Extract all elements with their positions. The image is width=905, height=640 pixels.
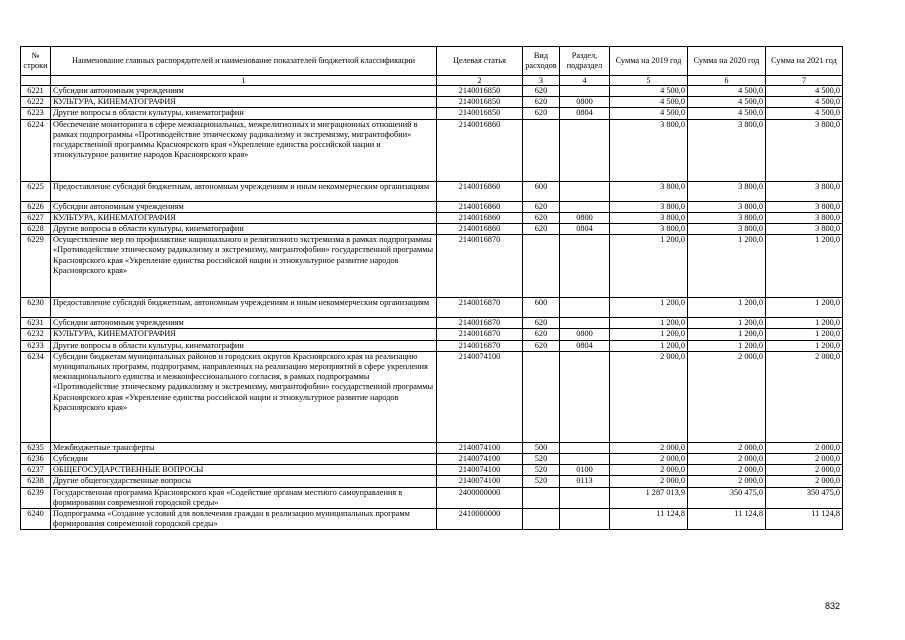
row-section: 0800 xyxy=(560,212,610,223)
row-sum-2020: 2 000,0 xyxy=(688,351,766,442)
row-target-article: 2140016860 xyxy=(437,212,523,223)
row-name: Субсидии автономным учреждениям xyxy=(51,318,437,329)
row-sum-2020: 2 000,0 xyxy=(688,442,766,453)
table-row xyxy=(21,97,843,108)
row-target-article: 2140074100 xyxy=(437,351,523,442)
row-name: КУЛЬТУРА, КИНЕМАТОГРАФИЯ xyxy=(51,212,437,223)
row-sum-2020: 2 000,0 xyxy=(688,454,766,465)
row-target-article: 2140074100 xyxy=(437,465,523,476)
row-target-article: 2140074100 xyxy=(437,476,523,487)
row-name: Другие вопросы в области культуры, кинематографии xyxy=(51,108,437,119)
table-row xyxy=(21,224,843,235)
row-name: КУЛЬТУРА, КИНЕМАТОГРАФИЯ xyxy=(51,97,437,108)
row-sum-2019: 2 000,0 xyxy=(610,442,688,453)
column-number: 6 xyxy=(688,76,766,86)
row-section: 0804 xyxy=(560,340,610,351)
header-row-number: № строки xyxy=(21,47,51,76)
row-sum-2019: 1 200,0 xyxy=(610,340,688,351)
row-target-article: 2140016850 xyxy=(437,108,523,119)
row-section xyxy=(560,181,610,201)
row-sum-2021: 3 800,0 xyxy=(766,119,843,181)
row-number: 6228 xyxy=(21,224,51,235)
row-section xyxy=(560,235,610,298)
row-name: КУЛЬТУРА, КИНЕМАТОГРАФИЯ xyxy=(51,329,437,340)
row-sum-2021: 2 000,0 xyxy=(766,442,843,453)
row-sum-2019: 2 000,0 xyxy=(610,465,688,476)
row-sum-2021: 2 000,0 xyxy=(766,454,843,465)
table-row xyxy=(21,212,843,223)
row-number: 6238 xyxy=(21,476,51,487)
row-target-article: 2140016870 xyxy=(437,318,523,329)
row-expense-type: 620 xyxy=(523,86,560,97)
row-number: 6223 xyxy=(21,108,51,119)
row-name: Другие вопросы в области культуры, кинематографии xyxy=(51,340,437,351)
row-number: 6229 xyxy=(21,235,51,298)
row-expense-type: 620 xyxy=(523,329,560,340)
row-section xyxy=(560,487,610,508)
column-number: 4 xyxy=(560,76,610,86)
row-sum-2019: 4 500,0 xyxy=(610,97,688,108)
table-row xyxy=(21,476,843,487)
header-sum-2020: Сумма на 2020 год xyxy=(688,47,766,76)
row-section xyxy=(560,119,610,181)
row-sum-2019: 2 000,0 xyxy=(610,454,688,465)
row-number: 6237 xyxy=(21,465,51,476)
row-number: 6233 xyxy=(21,340,51,351)
row-expense-type: 520 xyxy=(523,465,560,476)
row-sum-2019: 1 200,0 xyxy=(610,298,688,318)
row-section: 0800 xyxy=(560,97,610,108)
row-target-article: 2140016860 xyxy=(437,224,523,235)
row-sum-2021: 1 200,0 xyxy=(766,318,843,329)
row-expense-type xyxy=(523,119,560,181)
row-sum-2020: 3 800,0 xyxy=(688,224,766,235)
row-sum-2019: 2 000,0 xyxy=(610,351,688,442)
row-sum-2020: 3 800,0 xyxy=(688,181,766,201)
row-number: 6225 xyxy=(21,181,51,201)
row-sum-2020: 2 000,0 xyxy=(688,465,766,476)
row-sum-2019: 1 287 013,9 xyxy=(610,487,688,508)
row-target-article: 2140016870 xyxy=(437,298,523,318)
row-target-article: 2410000000 xyxy=(437,509,523,530)
row-name: Осуществление мер по профилактике национального и религиозного экстремизма в рамках подпрограммы «Противодействие этническому радикализму и экстремизму, мигрантофобии» государственной программы Красноярского края «Укрепление единства российской нации и этнокультурное развитие народов Красноярского края» xyxy=(51,235,437,298)
column-number: 3 xyxy=(523,76,560,86)
row-sum-2021: 3 800,0 xyxy=(766,201,843,212)
row-number: 6231 xyxy=(21,318,51,329)
row-name: Субсидии бюджетам муниципальных районов и городских округов Красноярского края на реализацию муниципальных программ, подпрограмм, направленных на реализацию мероприятий в сфере укрепления межнационального единства и межконфессионального согласия, в рамках подпрограммы «Противодействие этническому радикализму и экстремизму, мигрантофобии» государственной программы Красноярского края «Укрепление единства российской нации и этнокультурное развитие народов Красноярского края» xyxy=(51,351,437,442)
row-sum-2021: 2 000,0 xyxy=(766,476,843,487)
row-number: 6236 xyxy=(21,454,51,465)
row-section: 0804 xyxy=(560,108,610,119)
row-target-article: 2140016860 xyxy=(437,119,523,181)
row-sum-2019: 11 124,8 xyxy=(610,509,688,530)
row-sum-2021: 1 200,0 xyxy=(766,340,843,351)
table-row xyxy=(21,329,843,340)
table-row xyxy=(21,86,843,97)
row-sum-2020: 1 200,0 xyxy=(688,298,766,318)
row-section xyxy=(560,509,610,530)
row-section xyxy=(560,298,610,318)
row-expense-type: 600 xyxy=(523,298,560,318)
row-number: 6227 xyxy=(21,212,51,223)
row-section xyxy=(560,351,610,442)
row-sum-2021: 4 500,0 xyxy=(766,86,843,97)
row-expense-type xyxy=(523,351,560,442)
row-sum-2020: 1 200,0 xyxy=(688,318,766,329)
row-section: 0804 xyxy=(560,224,610,235)
row-expense-type: 620 xyxy=(523,108,560,119)
row-name: Межбюджетные трансферты xyxy=(51,442,437,453)
row-number: 6234 xyxy=(21,351,51,442)
row-sum-2021: 1 200,0 xyxy=(766,298,843,318)
row-sum-2021: 4 500,0 xyxy=(766,97,843,108)
header-name: Наименование главных распорядителей и наименование показателей бюджетной классификации xyxy=(51,47,437,76)
row-section: 0113 xyxy=(560,476,610,487)
row-sum-2020: 3 800,0 xyxy=(688,201,766,212)
row-section: 0100 xyxy=(560,465,610,476)
column-number: 2 xyxy=(437,76,523,86)
row-expense-type: 620 xyxy=(523,340,560,351)
row-number: 6226 xyxy=(21,201,51,212)
row-name: Субсидии xyxy=(51,454,437,465)
table-row xyxy=(21,465,843,476)
row-sum-2021: 11 124,8 xyxy=(766,509,843,530)
row-sum-2021: 4 500,0 xyxy=(766,108,843,119)
header-section: Раздел, подраздел xyxy=(560,47,610,76)
row-expense-type: 520 xyxy=(523,454,560,465)
column-number-row xyxy=(21,76,843,86)
row-name: Субсидии автономным учреждениям xyxy=(51,201,437,212)
row-expense-type xyxy=(523,509,560,530)
row-name: Обеспечение мониторинга в сфере межнациональных, межрелигиозных и миграционных отношений в рамках подпрограммы «Противодействие этническому радикализму и экстремизму, мигрантофобии» государственной программы Красноярского края «Укрепление единства российской нации и этнокультурное развитие народов Красноярского края» xyxy=(51,119,437,181)
row-number: 6221 xyxy=(21,86,51,97)
row-section xyxy=(560,318,610,329)
row-sum-2019: 3 800,0 xyxy=(610,181,688,201)
row-target-article: 2140016870 xyxy=(437,340,523,351)
row-section xyxy=(560,442,610,453)
header-sum-2021: Сумма на 2021 год xyxy=(766,47,843,76)
row-target-article: 2140016860 xyxy=(437,201,523,212)
row-sum-2019: 1 200,0 xyxy=(610,235,688,298)
page-number: 832 xyxy=(825,601,841,611)
row-sum-2020: 2 000,0 xyxy=(688,476,766,487)
row-target-article: 2140016870 xyxy=(437,235,523,298)
row-target-article: 2140074100 xyxy=(437,442,523,453)
table-row xyxy=(21,298,843,318)
table-row xyxy=(21,108,843,119)
row-target-article: 2140016850 xyxy=(437,86,523,97)
row-sum-2019: 3 800,0 xyxy=(610,224,688,235)
row-sum-2021: 3 800,0 xyxy=(766,224,843,235)
row-number: 6222 xyxy=(21,97,51,108)
budget-table xyxy=(20,46,843,530)
row-sum-2020: 3 800,0 xyxy=(688,119,766,181)
row-target-article: 2140074100 xyxy=(437,454,523,465)
row-section xyxy=(560,454,610,465)
row-sum-2020: 1 200,0 xyxy=(688,340,766,351)
row-sum-2020: 1 200,0 xyxy=(688,329,766,340)
row-name: Другие вопросы в области культуры, кинематографии xyxy=(51,224,437,235)
row-number: 6235 xyxy=(21,442,51,453)
row-expense-type: 620 xyxy=(523,224,560,235)
row-sum-2020: 3 800,0 xyxy=(688,212,766,223)
row-target-article: 2400000000 xyxy=(437,487,523,508)
table-row xyxy=(21,201,843,212)
row-sum-2019: 3 800,0 xyxy=(610,212,688,223)
row-expense-type: 600 xyxy=(523,181,560,201)
row-number: 6232 xyxy=(21,329,51,340)
row-name: Другие общегосударственные вопросы xyxy=(51,476,437,487)
row-expense-type: 500 xyxy=(523,442,560,453)
table-row xyxy=(21,119,843,181)
row-name: Предоставление субсидий бюджетным, автономным учреждениям и иным некоммерческим организациям xyxy=(51,298,437,318)
row-expense-type xyxy=(523,235,560,298)
row-sum-2021: 2 000,0 xyxy=(766,351,843,442)
row-sum-2020: 1 200,0 xyxy=(688,235,766,298)
row-sum-2020: 4 500,0 xyxy=(688,97,766,108)
row-section xyxy=(560,86,610,97)
row-sum-2019: 1 200,0 xyxy=(610,318,688,329)
table-row xyxy=(21,181,843,201)
column-number: 7 xyxy=(766,76,843,86)
row-expense-type: 620 xyxy=(523,212,560,223)
row-number: 6224 xyxy=(21,119,51,181)
table-row xyxy=(21,351,843,442)
header-row xyxy=(21,47,843,76)
header-expense-type: Вид расходов xyxy=(523,47,560,76)
row-section: 0800 xyxy=(560,329,610,340)
row-sum-2019: 1 200,0 xyxy=(610,329,688,340)
row-sum-2019: 3 800,0 xyxy=(610,201,688,212)
row-sum-2019: 2 000,0 xyxy=(610,476,688,487)
row-expense-type: 520 xyxy=(523,476,560,487)
row-sum-2021: 1 200,0 xyxy=(766,329,843,340)
column-number xyxy=(21,76,51,86)
row-sum-2021: 2 000,0 xyxy=(766,465,843,476)
table-row xyxy=(21,318,843,329)
column-number: 5 xyxy=(610,76,688,86)
row-name: Субсидии автономным учреждениям xyxy=(51,86,437,97)
row-sum-2020: 350 475,0 xyxy=(688,487,766,508)
row-name: ОБЩЕГОСУДАРСТВЕННЫЕ ВОПРОСЫ xyxy=(51,465,437,476)
header-target-article: Целевая статья xyxy=(437,47,523,76)
row-name: Государственная программа Красноярского края «Содействие органам местного самоуправления в формировании современной городской среды» xyxy=(51,487,437,508)
table-row xyxy=(21,509,843,530)
table-row xyxy=(21,442,843,453)
table-row xyxy=(21,454,843,465)
table-row xyxy=(21,487,843,508)
row-expense-type: 620 xyxy=(523,201,560,212)
row-sum-2021: 350 475,0 xyxy=(766,487,843,508)
row-target-article: 2140016870 xyxy=(437,329,523,340)
row-section xyxy=(560,201,610,212)
row-number: 6239 xyxy=(21,487,51,508)
table-body xyxy=(21,86,843,530)
row-sum-2019: 4 500,0 xyxy=(610,86,688,97)
row-number: 6240 xyxy=(21,509,51,530)
row-sum-2020: 11 124,8 xyxy=(688,509,766,530)
row-name: Предоставление субсидий бюджетным, автономным учреждениям и иным некоммерческим организациям xyxy=(51,181,437,201)
row-sum-2020: 4 500,0 xyxy=(688,86,766,97)
header-sum-2019: Сумма на 2019 год xyxy=(610,47,688,76)
row-sum-2019: 3 800,0 xyxy=(610,119,688,181)
row-name: Подпрограмма «Создание условий для вовлечения граждан в реализацию муниципальных программ формирования современной городской среды» xyxy=(51,509,437,530)
row-sum-2020: 4 500,0 xyxy=(688,108,766,119)
table-row xyxy=(21,340,843,351)
column-number: 1 xyxy=(51,76,437,86)
row-target-article: 2140016860 xyxy=(437,181,523,201)
row-expense-type: 620 xyxy=(523,97,560,108)
row-sum-2019: 4 500,0 xyxy=(610,108,688,119)
table-row xyxy=(21,235,843,298)
row-number: 6230 xyxy=(21,298,51,318)
row-expense-type xyxy=(523,487,560,508)
row-expense-type: 620 xyxy=(523,318,560,329)
row-sum-2021: 1 200,0 xyxy=(766,235,843,298)
row-sum-2021: 3 800,0 xyxy=(766,181,843,201)
row-target-article: 2140016850 xyxy=(437,97,523,108)
row-sum-2021: 3 800,0 xyxy=(766,212,843,223)
